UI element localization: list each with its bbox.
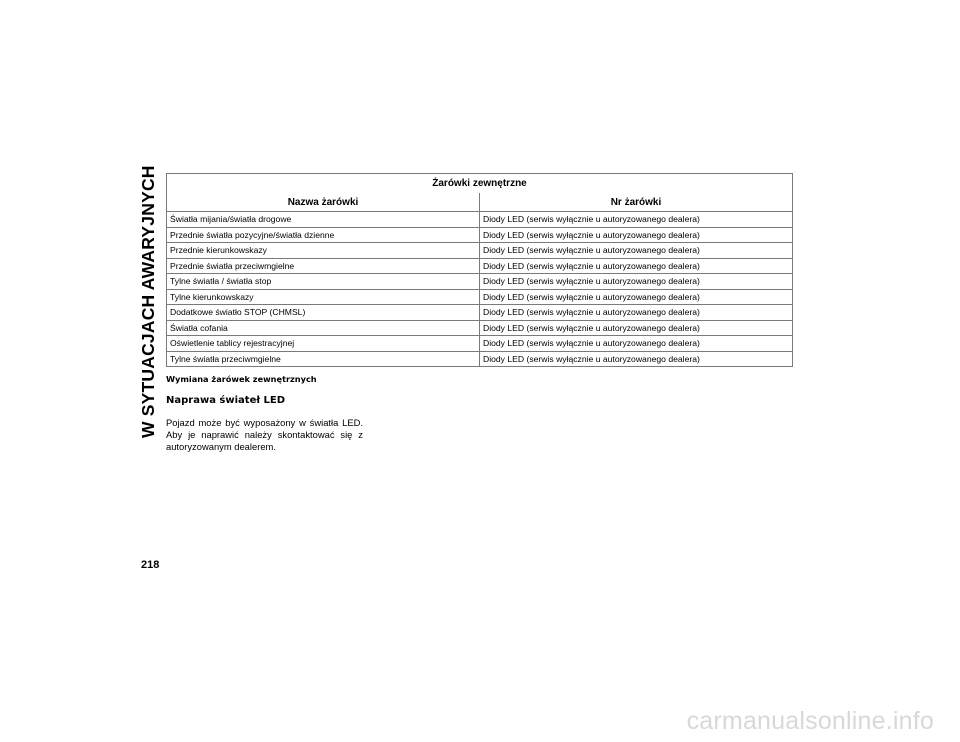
bulb-name-cell: Tylne światła przeciwmgielne xyxy=(167,351,480,367)
section-heading: Naprawa świateł LED xyxy=(166,395,286,406)
table-row xyxy=(167,351,793,367)
table-caption: Wymiana żarówek zewnętrznych xyxy=(166,374,317,384)
table-row xyxy=(167,274,793,290)
page-number: 218 xyxy=(141,559,160,571)
bulb-name-cell: Dodatkowe światło STOP (CHMSL) xyxy=(167,305,480,321)
exterior-bulbs-table xyxy=(166,173,793,367)
chapter-side-title: W SYTUACJACH AWARYJNYCH xyxy=(138,165,158,438)
bulb-number-cell: Diody LED (serwis wyłącznie u autoryzowanego dealera) xyxy=(480,289,793,305)
bulb-number-cell: Diody LED (serwis wyłącznie u autoryzowanego dealera) xyxy=(480,274,793,290)
column-header-bulb-number: Nr żarówki xyxy=(480,193,793,212)
bulb-number-cell: Diody LED (serwis wyłącznie u autoryzowanego dealera) xyxy=(480,305,793,321)
bulb-number-cell: Diody LED (serwis wyłącznie u autoryzowanego dealera) xyxy=(480,351,793,367)
table-row xyxy=(167,212,793,228)
table-row xyxy=(167,258,793,274)
table-row xyxy=(167,289,793,305)
table-row xyxy=(167,227,793,243)
table-row xyxy=(167,320,793,336)
bulb-name-cell: Tylne światła / światła stop xyxy=(167,274,480,290)
bulb-name-cell: Tylne kierunkowskazy xyxy=(167,289,480,305)
bulb-number-cell: Diody LED (serwis wyłącznie u autoryzowanego dealera) xyxy=(480,258,793,274)
bulb-name-cell: Przednie światła pozycyjne/światła dzienne xyxy=(167,227,480,243)
bulb-number-cell: Diody LED (serwis wyłącznie u autoryzowanego dealera) xyxy=(480,336,793,352)
table-title: Żarówki zewnętrzne xyxy=(167,174,793,194)
bulb-name-cell: Światła cofania xyxy=(167,320,480,336)
body-paragraph: Pojazd może być wyposażony w światła LED. Aby je naprawić należy skontaktować się z autoryzowanym dealerem. xyxy=(166,417,363,452)
table-row xyxy=(167,336,793,352)
bulb-name-cell: Oświetlenie tablicy rejestracyjnej xyxy=(167,336,480,352)
bulb-name-cell: Przednie kierunkowskazy xyxy=(167,243,480,259)
bulb-number-cell: Diody LED (serwis wyłącznie u autoryzowanego dealera) xyxy=(480,243,793,259)
bulb-name-cell: Przednie światła przeciwmgielne xyxy=(167,258,480,274)
table-row xyxy=(167,305,793,321)
bulb-number-cell: Diody LED (serwis wyłącznie u autoryzowanego dealera) xyxy=(480,212,793,228)
table-row xyxy=(167,243,793,259)
bulb-number-cell: Diody LED (serwis wyłącznie u autoryzowanego dealera) xyxy=(480,320,793,336)
bulb-number-cell: Diody LED (serwis wyłącznie u autoryzowanego dealera) xyxy=(480,227,793,243)
watermark: carmanualsonline.info xyxy=(686,707,934,735)
column-header-bulb-name: Nazwa żarówki xyxy=(167,193,480,212)
bulb-name-cell: Światła mijania/światła drogowe xyxy=(167,212,480,228)
